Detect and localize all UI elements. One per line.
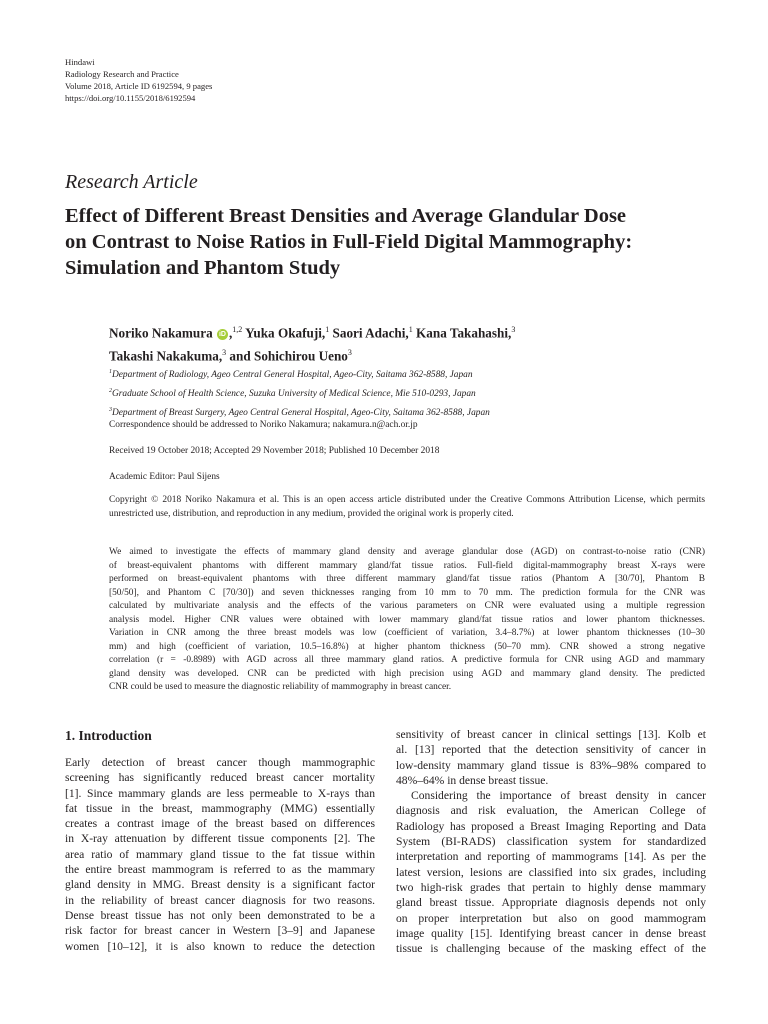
body-line: fat tissue in the breast, mammography (MMG) essentially xyxy=(65,801,375,815)
affiliation-item xyxy=(109,364,709,383)
affiliation-item xyxy=(109,383,709,402)
body-line: 48%–64% in dense breast tissue. xyxy=(396,773,549,787)
body-line: diagnosis and risk evaluation, the American College of xyxy=(396,804,706,818)
section-heading: 1. Introduction xyxy=(65,728,152,743)
body-line: Early detection of breast cancer though mammographic xyxy=(65,756,375,769)
body-line: in X-ray attenuation by different tissue components [2]. The xyxy=(65,832,375,846)
article-title xyxy=(65,203,725,281)
publication-dates: Received 19 October 2018; Accepted 29 November 2018; Published 10 December 2018 xyxy=(109,446,440,456)
body-line: gland density in MMG. Breast density is a significant factor xyxy=(65,878,375,892)
abstract-line: of breast-equivalent phantoms with different mammary gland/fat tissue ratios. Full-field digital-mammography breast X-rays were xyxy=(109,560,705,571)
abstract-line: mm) and high (coefficient of variation, 10.5–16.8%) at higher phantom thickness (50–70 mm). CNR showed a strong negative xyxy=(109,641,705,652)
orcid-icon[interactable]: iD xyxy=(218,331,226,339)
affiliation-sup: 2 xyxy=(109,388,112,395)
body-line: women [10–12], it is also known to reduce the detection xyxy=(65,939,375,953)
body-line: low-density mammary gland tissue is 83%–98% compared to xyxy=(396,758,706,772)
journal-name: Radiology Research and Practice xyxy=(65,69,179,79)
abstract-line: [50/50], and Phantom C [70/30]) and seven thicknesses ranging from 10 mm to 70 mm. The prediction formula for the CNR was xyxy=(109,587,705,598)
author-sup: 3 xyxy=(347,348,352,358)
abstract-line: We aimed to investigate the effects of mammary gland density and average glandular dose (AGD) on contrast-to-noise ratio (CNR) xyxy=(109,547,705,557)
affiliation-item xyxy=(109,402,709,421)
body-line: Considering the importance of breast density in cancer xyxy=(411,789,706,803)
body-line: latest version, lesions are classified into six grades, including xyxy=(396,865,706,879)
body-line: creates a contrast image of the breast based on differences xyxy=(65,817,375,831)
abstract-line: CNR could be used to measure the diagnostic reliability of mammography in breast cancer. xyxy=(109,682,452,692)
affiliation-sup: 3 xyxy=(109,407,112,414)
title-line: Simulation and Phantom Study xyxy=(65,257,341,279)
correspondence: Correspondence should be addressed to Noriko Nakamura; nakamura.n@ach.or.jp xyxy=(109,420,418,430)
abstract-line: correlation (r = -0.8989) with AGD across all three mammary gland ratios. A predictive formula for CNR using AGD and mammary xyxy=(109,655,705,665)
body-line: Dense breast tissue has not only been demonstrated to be a xyxy=(65,908,375,922)
body-line: al. [13] reported that the detection sensitivity of cancer in xyxy=(396,743,706,757)
abstract-line: calculated by multivariate analysis and the effects of the various parameters on CNR were evaluated using a multiple regression xyxy=(109,601,705,611)
journal-header xyxy=(65,56,212,104)
author-name: Yuka Okafuji, xyxy=(245,325,326,341)
body-column-left xyxy=(65,727,375,954)
affiliation-text: Department of Radiology, Ageo Central General Hospital, Ageo-City, Saitama 362-8588, Japan xyxy=(112,370,473,381)
article-kind: Research Article xyxy=(65,171,198,193)
author-name: Takashi Nakakuma, xyxy=(109,348,223,364)
abstract-line: analysis model. Higher CNR values were obtained with lower mammary gland/fat tissue ratios and lower phantom thicknesses. xyxy=(109,614,705,625)
author-sup: 1 xyxy=(408,325,413,334)
body-line: the entire breast mammogram is referred to as the mammary xyxy=(65,863,375,877)
author-name: Noriko Nakamura xyxy=(109,325,213,341)
body-line: on proper interpretation but also on good mammogram xyxy=(396,911,706,925)
abstract xyxy=(109,546,705,695)
body-line: Radiology has proposed a Breast Imaging Reporting and Data xyxy=(396,819,706,833)
abstract-line: gland density was developed. CNR can be predicted with high precision using AGD and mammary gland density. The predicted xyxy=(109,668,705,679)
body-line: risk factor for breast cancer in Western [3–9] and Japanese xyxy=(65,924,375,938)
academic-editor: Academic Editor: Paul Sijens xyxy=(109,472,220,482)
abstract-line: Variation in CNR among the three breast models was low (coefficient of variation, 3.4–8.7%) at lower phantom thicknesses (10–30 xyxy=(109,628,705,638)
title-line: on Contrast to Noise Ratios in Full-Field Digital Mammography: xyxy=(65,231,633,253)
author-name: Kana Takahashi, xyxy=(416,325,512,341)
body-line: area ratio of mammary gland tissue to the fat tissue within xyxy=(65,847,375,861)
body-column-right xyxy=(396,727,706,956)
abstract-line: performed on breast-equivalent phantoms with three different mammary gland/fat tissue ratios (Phantom A [30/70], Phantom B xyxy=(109,574,705,584)
author-sup: 1 xyxy=(325,325,330,334)
body-line: screening has significantly reduced breast cancer mortality xyxy=(65,771,375,785)
body-line: two high-risk grades that pertain to highly dense mammary xyxy=(396,880,706,894)
author-name: and Sohichirou Ueno xyxy=(229,348,348,364)
author-sup: 1,2 xyxy=(232,325,243,334)
publisher-name: Hindawi xyxy=(65,57,95,67)
title-line: Effect of Different Breast Densities and Average Glandular Dose xyxy=(65,205,627,227)
body-line: image quality [15]. Identifying breast cancer in dense breast xyxy=(396,926,706,940)
body-line: tissue is challenging because of the masking effect of the xyxy=(396,942,706,956)
doi-link[interactable]: https://doi.org/10.1155/2018/6192594 xyxy=(65,93,196,103)
body-line: sensitivity of breast cancer in clinical settings [13]. Kolb et xyxy=(396,728,706,741)
body-line: [1]. Since mammary glands are less permeable to X-rays than xyxy=(65,786,375,800)
body-line: System (BI-RADS) classification system for standardized xyxy=(396,835,706,849)
body-line: gland breast tissue. Appropriate diagnosis depends not only xyxy=(396,896,706,910)
affiliation-text: Department of Breast Surgery, Ageo Central General Hospital, Ageo-City, Saitama 362-8588, Japan xyxy=(112,408,490,419)
author-name: Saori Adachi, xyxy=(332,325,409,341)
copyright-notice: Copyright © 2018 Noriko Nakamura et al. This is an open access article distributed under the Creative Commons Attribution License, which permits unrestricted use, distribution, and reproduction in any medium, provided the original work is properly cited. xyxy=(109,495,705,519)
author-list: Noriko Nakamura iD ,$^{1,2}$ Yuka Okafuji,$^1$ Saori Adachi,$^1$ Kana Takahashi,$^3$ Takashi Nakakuma,$^3$ and Sohichirou Ueno$^3$ xyxy=(109,325,516,364)
affiliation-sup: 1 xyxy=(109,369,112,375)
affiliation-text: Graduate School of Health Science, Suzuka University of Medical Science, Mie 510-0293, Japan xyxy=(112,389,476,400)
body-line: in the reliability of breast cancer diagnosis for two reasons. xyxy=(65,893,375,907)
affiliations xyxy=(109,364,709,421)
author-sup: 3 xyxy=(511,325,516,334)
author-sup: 3 xyxy=(222,348,227,358)
volume-line: Volume 2018, Article ID 6192594, 9 pages xyxy=(65,81,213,91)
body-line: interpretation and reporting of mammograms [14]. As per the xyxy=(396,850,706,864)
